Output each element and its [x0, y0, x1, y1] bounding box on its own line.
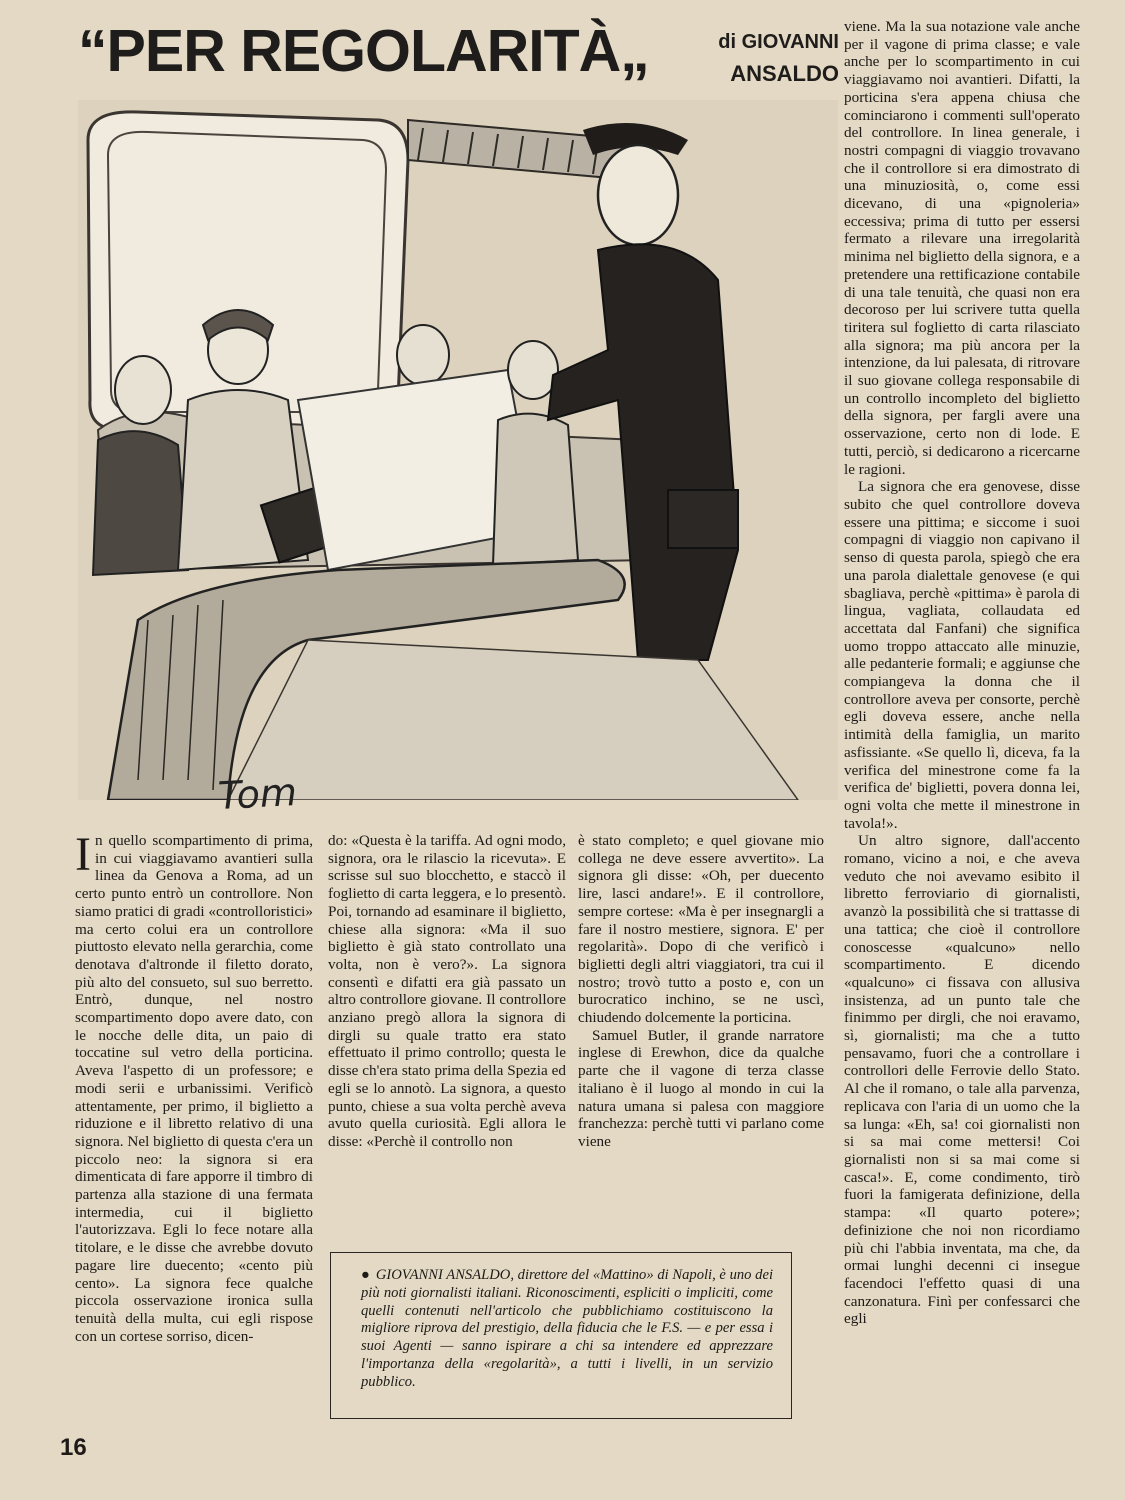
- text-column-1: [75, 828, 313, 1345]
- illustration-drawing: [78, 100, 838, 800]
- author-note-text: GIOVANNI ANSALDO, direttore del «Mattino» di Napoli, è uno dei più noti giornalisti italiani. Riconoscimenti, espliciti o impliciti, come quelli contenuti nell'articolo che pubblichiamo costituiscono la migliore riprova del prestigio, della fiducia che le F.S. — e per essa i suoi Agenti — sanno ispirare a chi sa intendere ed apprezzare l'importanza della «regolarità», a tutti i livelli, in un servizio pubblico.: [361, 1267, 773, 1390]
- byline-surname: ANSALDO: [730, 61, 839, 86]
- illustrator-signature: Tom: [216, 769, 298, 819]
- author-note-box: [330, 1252, 792, 1419]
- page-number: 16: [60, 1434, 87, 1461]
- paragraph: La signora che era genovese, disse subito che quel controllore doveva essere una pittima; e siccome i suoi compagni di viaggio non capivano il senso di questa parola, spiegò che era una parola dialettale genovese (e qui sbagliava, perchè «pittima» è parola di lingua, vagliata, collaudata ed accettata dal Fanfani) che significa uomo troppo attaccato alle minuzie, alle pedanterie formali; e aggiunse che compiangeva la donna che il controllore aveva per consorte, perchè egli doveva essere, anche nella intimità della famiglia, un marito asfissiante. «Se quello lì, diceva, fa la verifica del minestrone come fa la verifica de' biglietti, povera donna lei, ogni volta che mette il minestrone in tavola!».: [844, 478, 1080, 832]
- paragraph: è stato completo; e quel giovane mio collega ne deve essere avvertito». La signora gli disse: «Oh, per duecento lire, lasci andare!». E il controllore, sempre cortese: «Ma è per insegnargli a fare il nostro mestiere, signora. E' per regolarità». Dopo di che verificò i biglietti degli altri viaggiatori, tra cui il nostro; trovò tutto a posto e, con un burocratico inchino, se ne uscì, chiudendo dolcemente la porticina.: [578, 832, 824, 1027]
- text-column-3: [578, 832, 824, 1151]
- text-column-2: [328, 832, 566, 1151]
- byline-first: di GIOVANNI: [718, 31, 839, 53]
- article-title: “PER REGOLARITÀ„: [78, 18, 649, 84]
- paragraph: n quello scompartimento di prima, in cui viaggiavamo avantieri sulla linea da Genova a Roma, ad un certo punto entrò un controllore. Non siamo pratici di gradi «controlloristici» ma certo colui era un controllore piuttosto elevato nella gerarchia, come denotava d'altronde il filetto dorato, più alto del consueto, sul suo berretto. Entrò, dunque, nel nostro scompartimento dopo avere dato, con le nocche delle dita, un paio di toccatine sul vetro della porticina. Aveva l'aspetto di un professore; e modi serii e urbanissimi. Verificò attentamente, per primo, il biglietto a riduzione e il libretto relativo di una signora. Nel biglietto di questa c'era un piccolo neo: la signora si era dimenticata di fare apporre il timbro di partenza alla stazione di una fermata intermedia, cui il biglietto l'autorizzava. Egli lo fece notare alla titolare, e le disse che avrebbe dovuto pagare lire duecento; «cento più cento». La signora fece qualche piccola osservazione ironica sulla tenuità della multa, cui egli rispose con un cortese sorriso, dicen-: [75, 832, 313, 1345]
- paragraph: Un altro signore, dall'accento romano, vicino a noi, e che aveva veduto che noi avevamo esibito il libretto ferroviario di giornalisti, avanzò la possibilità che si trattasse di una tattica; che cioè il controllore conoscesse «qualcuno» nello scompartimento. E dicendo «qualcuno» ci fissava con allusiva insistenza, ad un punto tale che finimmo per dirgli, che noi eravamo, sì, giornalisti; ma che a tutto pensavamo, fuori che a controllare i controllori delle Ferrovie dello Stato. Al che il romano, o tale alla parvenza, replicava con l'aria di un uomo che la sa lunga: «Eh, sa! coi giornalisti non si sa mai come mettersi! Coi giornalisti non si sa mai come si casca!». E, come condimento, tirò fuori la famigerata definizione, della stampa: «Il quarto potere»; definizione che noi non ricordiamo più chi l'abbia inventata, ma che, da ormai lunghi decenni ci insegue facendoci l'effetto quasi di una canzonatura. Finì per confessarci che egli: [844, 832, 1080, 1328]
- train-compartment-illustration: [78, 100, 838, 819]
- paragraph: viene. Ma la sua notazione vale anche per il vagone di prima classe; e vale anche per lo scompartimento in cui viaggiavamo noi avantieri. Difatti, la porticina s'era appena chiusa che cominciarono i commenti sull'operato del controllore. In linea generale, i nostri compagni di viaggio trovavano che il controllore si era dimostrato di una minuziosità, o, come essi dicevano, di una «pignoleria» eccessiva; prima di tutto per essersi fermato a rilevare una irregolarità minima nel biglietto della signora, e a pretendere una rettificazione contabile di una tale tenuità, che quasi non era decoroso per lui scrivere tutta quella tiritera sul foglietto di carta rilasciato alla signora; ma più ancora per la intenzione, da lui palesata, di ritrovare il suo giovane collega responsabile di un controllo incompleto del biglietto della signora, per fargli avere una osservazione, certo non di lode. E tutti, perciò, si dedicarono a ricercarne le ragioni.: [844, 18, 1080, 478]
- byline: [669, 26, 839, 90]
- text-column-4: [844, 18, 1080, 1328]
- paragraph: Samuel Butler, il grande narratore inglese di Erewhon, dice da qualche parte che il vagone di terza classe italiano è il luogo al mondo in cui la natura umana si palesa con maggiore franchezza: perchè tutti vi parlano come viene: [578, 1026, 824, 1150]
- drop-cap: I: [75, 828, 91, 881]
- paragraph: do: «Questa è la tariffa. Ad ogni modo, signora, ora le rilascio la ricevuta». E scrisse sul suo blocchetto, e staccò il foglietto di carta leggera, e lo presentò. Poi, tornando ad esaminare il biglietto, chiese alla signora: «Ma il suo biglietto è già stato controllato una volta, non è vero?». La signora consentì e difatti era già passato un altro controllore giovane. Il controllore anziano pregò allora la signora di dirgli su quale tratto era stato effettuato il primo controllo; questa le disse ch'era stato prima della Spezia ed egli se lo annotò. La signora, a questo punto, chiese a sua volta perchè aveva avuto quella curiosità. Egli allora le disse: «Perchè il controllo non: [328, 832, 566, 1150]
- bullet-icon: ●: [361, 1267, 370, 1283]
